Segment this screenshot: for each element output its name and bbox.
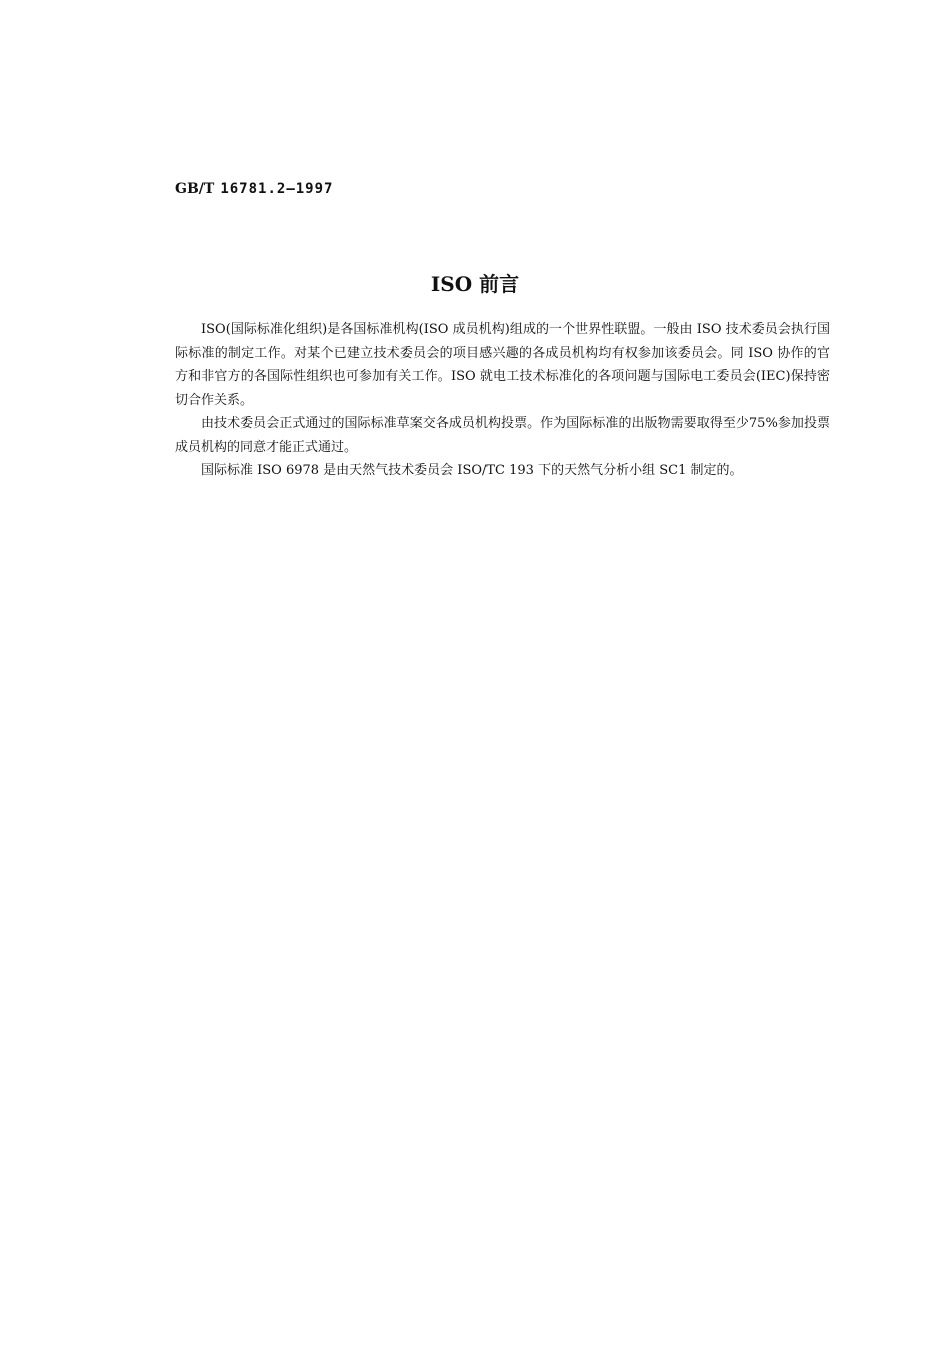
document-code-number: 16781.2—1997 bbox=[220, 181, 334, 197]
section-title: ISO 前言 bbox=[430, 272, 520, 296]
foreword-body bbox=[175, 318, 830, 483]
paragraph-iso-overview: ISO(国际标准化组织)是各国标准机构(ISO 成员机构)组成的一个世界性联盟。一般由 ISO 技术委员会执行国际标准的制定工作。对某个已建立技术委员会的项目感兴趣的各成员机构均有权参加该委员会。同 ISO 协作的官方和非官方的各国际性组织也可参加有关工作。ISO 就电工技术标准化的各项问题与国际电工委员会(IEC)保持密切合作关系。 bbox=[175, 322, 830, 408]
paragraph-standard-origin: 国际标准 ISO 6978 是由天然气技术委员会 ISO/TC 193 下的天然气分析小组 SC1 制定的。 bbox=[201, 463, 743, 478]
document-code bbox=[175, 181, 333, 197]
paragraph-voting: 由技术委员会正式通过的国际标准草案交各成员机构投票。作为国际标准的出版物需要取得至少75%参加投票成员机构的同意才能正式通过。 bbox=[175, 416, 830, 455]
document-code-prefix: GB/T bbox=[175, 181, 215, 197]
